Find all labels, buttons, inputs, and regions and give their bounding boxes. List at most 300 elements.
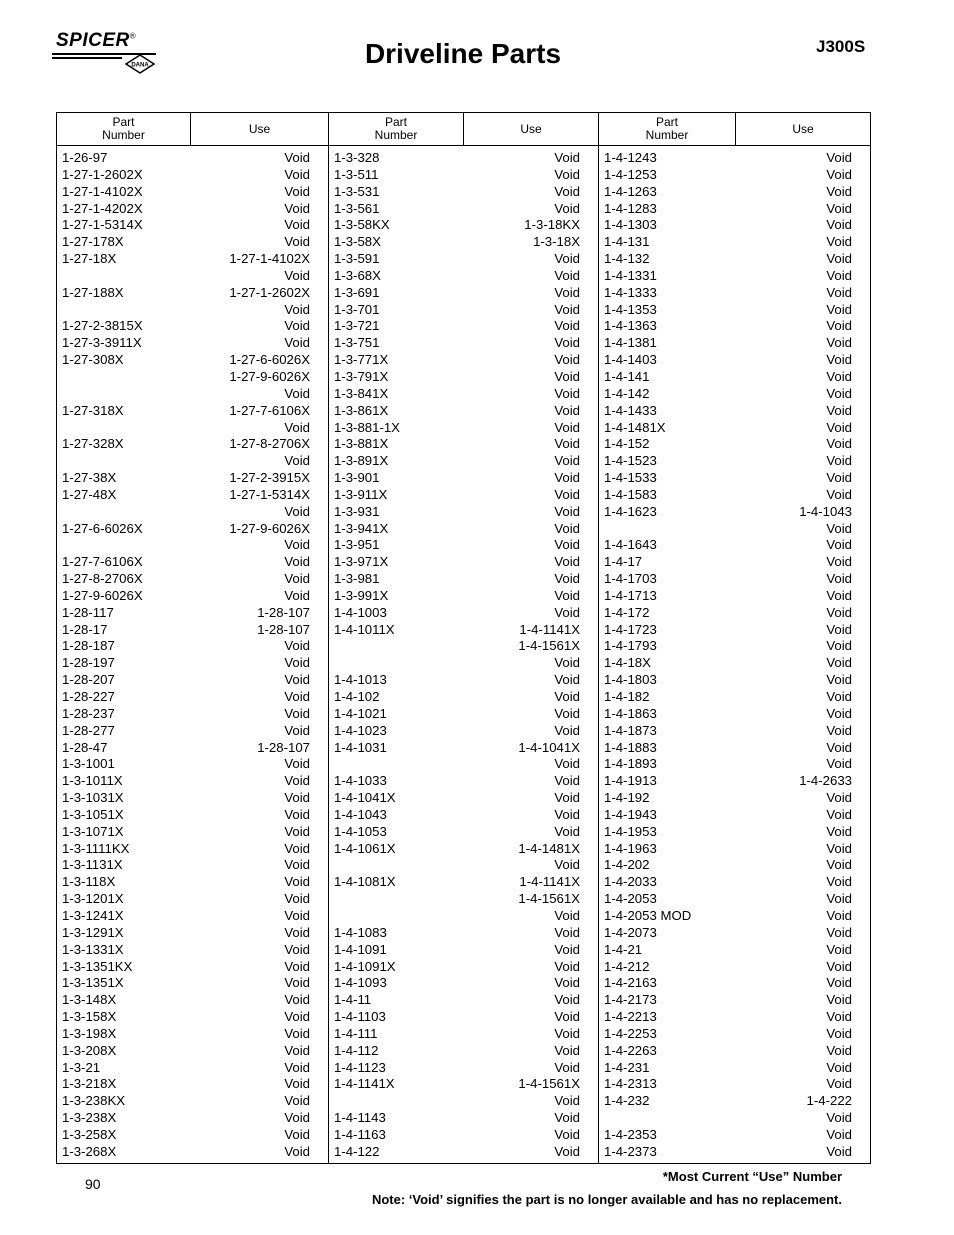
- part-number-cell: 1-28-197: [62, 655, 115, 671]
- table-row: [599, 453, 870, 470]
- part-number-cell: 1-3-701: [334, 301, 380, 317]
- use-cell: Void: [284, 907, 310, 923]
- use-cell: Void: [826, 975, 852, 991]
- use-cell: Void: [554, 672, 580, 688]
- use-cell: 1-4-1561X: [518, 638, 580, 654]
- use-cell: Void: [284, 453, 310, 469]
- part-number-cell: 1-3-691: [334, 284, 380, 300]
- part-number-cell: 1-4-1583: [604, 486, 657, 502]
- use-cell: 1-4-1561X: [518, 1076, 580, 1092]
- part-number-cell: 1-4-1093: [334, 975, 387, 991]
- use-cell: Void: [554, 689, 580, 704]
- use-cell: Void: [284, 587, 310, 603]
- part-number-cell: 1-4-2213: [604, 1009, 657, 1025]
- part-number-cell: 1-3-971X: [334, 554, 389, 570]
- part-number-cell: 1-4-1023: [334, 722, 387, 738]
- page-title: Driveline Parts: [364, 38, 562, 69]
- part-number-cell: [57, 302, 62, 319]
- use-cell: Void: [554, 554, 580, 570]
- table-row: [329, 756, 598, 773]
- part-number-cell: 1-3-328: [334, 150, 380, 165]
- part-number-cell: 1-4-192: [604, 790, 650, 806]
- use-cell: Void: [826, 655, 852, 671]
- part-number-cell: 1-3-118X: [62, 874, 116, 890]
- part-number-cell: 1-4-1403: [604, 352, 657, 368]
- use-cell: Void: [826, 857, 852, 873]
- table-row: [329, 487, 598, 504]
- part-number-cell: 1-4-1081X: [334, 874, 396, 890]
- part-number-cell: 1-3-198X: [62, 1025, 117, 1041]
- part-number-cell: 1-26-97: [62, 150, 108, 165]
- table-row: [57, 369, 328, 386]
- table-row: [599, 369, 870, 386]
- use-cell: 1-28-107: [257, 621, 310, 637]
- use-cell: Void: [284, 790, 310, 806]
- use-cell: Void: [554, 368, 580, 384]
- table-row: [599, 251, 870, 268]
- part-number-cell: 1-3-861X: [334, 402, 389, 418]
- part-number-cell: [329, 655, 334, 672]
- part-number-cell: 1-3-1351KX: [62, 958, 133, 974]
- table-row: [599, 740, 870, 757]
- part-number-cell: 1-27-318X: [62, 402, 124, 418]
- use-cell: 1-4-2633: [799, 773, 852, 789]
- use-cell: Void: [826, 840, 852, 856]
- table-row: [57, 1026, 328, 1043]
- use-cell: Void: [554, 655, 580, 671]
- part-number-cell: 1-3-208X: [62, 1042, 117, 1058]
- table-row: [57, 723, 328, 740]
- use-cell: Void: [554, 941, 580, 957]
- use-cell: 1-4-1141X: [519, 874, 580, 890]
- use-cell: Void: [554, 1009, 580, 1025]
- use-cell: Void: [284, 335, 310, 351]
- table-row: [57, 689, 328, 706]
- table-row: [599, 217, 870, 234]
- use-cell: 1-4-1141X: [519, 621, 580, 637]
- use-cell: Void: [284, 571, 310, 587]
- table-row: [329, 605, 598, 622]
- use-cell: 1-3-18KX: [524, 217, 580, 233]
- use-cell: Void: [554, 1025, 580, 1041]
- part-number-cell: 1-3-1291X: [62, 924, 124, 940]
- part-number-cell: 1-4-1083: [334, 924, 387, 940]
- part-number-cell: 1-4-2163: [604, 975, 657, 991]
- use-cell: Void: [826, 385, 852, 401]
- table-row: [599, 807, 870, 824]
- part-number-cell: 1-4-2313: [604, 1076, 657, 1092]
- table-row: [57, 1144, 328, 1161]
- use-cell: Void: [826, 251, 852, 267]
- part-number-cell: 1-4-1143: [334, 1110, 386, 1126]
- table-row: [57, 403, 328, 420]
- table-row: [329, 908, 598, 925]
- table-row: [599, 605, 870, 622]
- table-row: [329, 150, 598, 167]
- table-row: [329, 857, 598, 874]
- use-cell: Void: [284, 1110, 310, 1126]
- part-number-cell: 1-3-941X: [334, 520, 389, 536]
- table-row: [57, 302, 328, 319]
- table-row: [329, 622, 598, 639]
- parts-column-3: [599, 146, 871, 1164]
- table-row: [57, 386, 328, 403]
- table-row: [57, 436, 328, 453]
- use-cell: Void: [554, 470, 580, 486]
- use-cell: Void: [554, 705, 580, 721]
- use-cell: Void: [826, 200, 852, 216]
- part-number-cell: [57, 268, 62, 285]
- use-cell: Void: [826, 739, 852, 755]
- part-number-cell: 1-27-2-3815X: [62, 318, 143, 334]
- table-row: [329, 571, 598, 588]
- part-number-cell: 1-4-1863: [604, 705, 657, 721]
- part-number-cell: 1-3-158X: [62, 1009, 117, 1025]
- table-row: [57, 1009, 328, 1026]
- table-row: [599, 857, 870, 874]
- part-number-cell: 1-3-1001: [62, 756, 115, 772]
- use-cell: Void: [554, 806, 580, 822]
- part-number-cell: 1-3-951: [334, 537, 380, 553]
- table-row: [57, 453, 328, 470]
- use-cell: Void: [554, 587, 580, 603]
- use-cell: Void: [826, 217, 852, 233]
- part-number-cell: 1-4-21: [604, 941, 643, 957]
- part-number-cell: 1-3-238X: [62, 1110, 117, 1126]
- table-row: [57, 824, 328, 841]
- registered-mark: ®: [129, 31, 137, 41]
- use-cell: 1-28-107: [257, 604, 310, 620]
- part-number-cell: 1-4-1163: [334, 1126, 386, 1142]
- table-row: [57, 268, 328, 285]
- part-number-cell: 1-4-1883: [604, 739, 657, 755]
- table-row: [57, 150, 328, 167]
- table-row: [57, 672, 328, 689]
- table-row: [599, 386, 870, 403]
- table-row: [329, 925, 598, 942]
- table-row: [329, 403, 598, 420]
- use-cell: Void: [554, 958, 580, 974]
- part-number-cell: 1-4-1893: [604, 756, 657, 772]
- part-number-cell: 1-4-232: [604, 1093, 650, 1109]
- use-cell: Void: [554, 604, 580, 620]
- part-number-cell: 1-3-1201X: [62, 891, 124, 907]
- table-row: [329, 302, 598, 319]
- part-number-cell: 1-4-1353: [604, 301, 657, 317]
- part-number-cell: 1-3-21: [62, 1059, 101, 1075]
- use-cell: 1-4-222: [806, 1093, 852, 1109]
- table-row: [329, 352, 598, 369]
- table-row: [57, 571, 328, 588]
- part-number-cell: 1-27-178X: [62, 234, 124, 250]
- part-number-cell: 1-4-1033: [334, 773, 387, 789]
- use-cell: Void: [284, 705, 310, 721]
- table-row: [599, 420, 870, 437]
- brand-name: SPICER: [56, 30, 130, 51]
- table-row: [599, 201, 870, 218]
- use-cell: Void: [826, 689, 852, 704]
- use-cell: Void: [826, 891, 852, 907]
- table-row: [599, 756, 870, 773]
- use-cell: Void: [826, 823, 852, 839]
- table-row: [57, 975, 328, 992]
- table-row: [57, 318, 328, 335]
- use-cell: Void: [826, 520, 852, 536]
- part-number-cell: 1-4-1873: [604, 722, 657, 738]
- part-number-cell: 1-4-1021: [334, 705, 387, 721]
- use-cell: Void: [554, 571, 580, 587]
- part-number-cell: 1-27-8-2706X: [62, 571, 143, 587]
- part-number-cell: 1-27-308X: [62, 352, 124, 368]
- part-number-cell: 1-4-18X: [604, 655, 651, 671]
- part-number-cell: 1-4-122: [334, 1143, 380, 1159]
- use-cell: Void: [284, 385, 310, 401]
- table-row: [57, 554, 328, 571]
- table-row: [57, 790, 328, 807]
- part-number-cell: 1-4-102: [334, 689, 380, 704]
- use-cell: Void: [554, 537, 580, 553]
- part-number-cell: 1-4-1793: [604, 638, 657, 654]
- use-cell: Void: [554, 352, 580, 368]
- use-cell: Void: [554, 790, 580, 806]
- part-number-cell: 1-4-2253: [604, 1025, 657, 1041]
- table-row: [57, 1043, 328, 1060]
- header-use: Use: [464, 113, 599, 146]
- part-number-cell: 1-27-1-4202X: [62, 200, 143, 216]
- use-cell: Void: [554, 251, 580, 267]
- table-row: [599, 504, 870, 521]
- table-row: [599, 1076, 870, 1093]
- part-number-cell: 1-3-1071X: [62, 823, 124, 839]
- table-row: [329, 1026, 598, 1043]
- table-row: [329, 251, 598, 268]
- use-cell: Void: [554, 335, 580, 351]
- use-cell: Void: [284, 318, 310, 334]
- header-use: Use: [191, 113, 329, 146]
- table-row: [599, 874, 870, 891]
- use-cell: Void: [554, 200, 580, 216]
- table-row: [599, 150, 870, 167]
- part-number-cell: 1-27-188X: [62, 284, 124, 300]
- use-cell: 1-27-8-2706X: [229, 436, 310, 452]
- use-cell: Void: [826, 1042, 852, 1058]
- use-cell: Void: [554, 857, 580, 873]
- page-number: 90: [85, 1176, 101, 1192]
- part-number-cell: 1-4-1523: [604, 453, 657, 469]
- table-row: [599, 335, 870, 352]
- table-row: [329, 335, 598, 352]
- use-cell: Void: [826, 318, 852, 334]
- use-cell: Void: [284, 773, 310, 789]
- part-number-cell: 1-3-58X: [334, 234, 381, 250]
- table-row: [57, 925, 328, 942]
- table-row: [599, 588, 870, 605]
- use-cell: Void: [826, 907, 852, 923]
- table-row: [329, 217, 598, 234]
- table-row: [599, 470, 870, 487]
- use-cell: Void: [826, 436, 852, 452]
- part-number-cell: [599, 521, 604, 538]
- part-number-cell: 1-4-212: [604, 958, 650, 974]
- table-row: [329, 689, 598, 706]
- part-number-cell: 1-28-207: [62, 672, 115, 688]
- part-number-cell: 1-27-3-3911X: [62, 335, 142, 351]
- part-number-cell: 1-4-1031: [334, 739, 387, 755]
- table-row: [57, 908, 328, 925]
- use-cell: Void: [554, 907, 580, 923]
- part-number-cell: 1-4-2263: [604, 1042, 657, 1058]
- part-number-cell: 1-3-1351X: [62, 975, 124, 991]
- part-number-cell: 1-4-1963: [604, 840, 657, 856]
- part-number-cell: [329, 638, 334, 655]
- use-cell: Void: [826, 604, 852, 620]
- use-cell: Void: [826, 166, 852, 182]
- use-cell: Void: [284, 1126, 310, 1142]
- table-row: [599, 487, 870, 504]
- table-row: [329, 1043, 598, 1060]
- part-number-cell: 1-4-2053 MOD: [604, 907, 692, 923]
- table-row: [57, 841, 328, 858]
- table-row: [599, 184, 870, 201]
- table-row: [57, 184, 328, 201]
- use-cell: Void: [554, 318, 580, 334]
- use-cell: Void: [284, 267, 310, 283]
- table-row: [329, 959, 598, 976]
- table-row: [599, 942, 870, 959]
- table-row: [329, 420, 598, 437]
- table-row: [329, 184, 598, 201]
- use-cell: 1-4-1043: [799, 503, 852, 519]
- part-number-cell: 1-3-511: [334, 166, 379, 182]
- use-cell: Void: [826, 672, 852, 688]
- use-cell: Void: [826, 150, 852, 165]
- use-cell: Void: [554, 503, 580, 519]
- table-row: [57, 740, 328, 757]
- part-number-cell: 1-3-991X: [334, 587, 389, 603]
- use-cell: Void: [554, 402, 580, 418]
- use-cell: Void: [284, 1025, 310, 1041]
- use-cell: Void: [284, 823, 310, 839]
- use-cell: Void: [826, 537, 852, 553]
- use-cell: 1-27-6-6026X: [229, 352, 310, 368]
- part-number-cell: 1-4-172: [604, 604, 650, 620]
- table-row: [329, 1076, 598, 1093]
- table-row: [329, 891, 598, 908]
- table-row: [329, 874, 598, 891]
- part-number-cell: 1-4-1253: [604, 166, 657, 182]
- table-row: [599, 302, 870, 319]
- use-cell: Void: [554, 284, 580, 300]
- part-number-cell: 1-3-881X: [334, 436, 389, 452]
- part-number-cell: 1-4-1263: [604, 183, 657, 199]
- parts-table: [56, 112, 871, 1164]
- part-number-cell: 1-4-2173: [604, 992, 657, 1008]
- table-row: [599, 352, 870, 369]
- part-number-cell: 1-3-901: [334, 470, 380, 486]
- use-cell: Void: [284, 975, 310, 991]
- table-row: [329, 723, 598, 740]
- use-cell: Void: [826, 352, 852, 368]
- table-row: [329, 453, 598, 470]
- use-cell: Void: [284, 301, 310, 317]
- part-number-cell: 1-4-1481X: [604, 419, 666, 435]
- part-number-cell: 1-4-1643: [604, 537, 657, 553]
- part-number-cell: 1-27-1-4102X: [62, 183, 143, 199]
- use-cell: Void: [826, 234, 852, 250]
- table-row: [599, 959, 870, 976]
- use-cell: Void: [554, 419, 580, 435]
- table-row: [329, 588, 598, 605]
- table-row: [57, 1110, 328, 1127]
- part-number-cell: 1-3-841X: [334, 385, 389, 401]
- part-number-cell: [329, 891, 334, 908]
- table-row: [329, 1093, 598, 1110]
- table-row: [599, 1110, 870, 1127]
- use-cell: Void: [554, 183, 580, 199]
- use-cell: Void: [826, 571, 852, 587]
- table-row: [329, 807, 598, 824]
- table-row: [329, 201, 598, 218]
- table-row: [599, 1009, 870, 1026]
- part-number-cell: 1-3-721: [334, 318, 380, 334]
- use-cell: Void: [554, 267, 580, 283]
- table-row: [57, 234, 328, 251]
- use-cell: Void: [554, 150, 580, 165]
- use-cell: Void: [284, 958, 310, 974]
- use-cell: Void: [826, 1025, 852, 1041]
- part-number-cell: 1-4-1623: [604, 503, 657, 519]
- part-number-cell: 1-4-2073: [604, 924, 657, 940]
- use-cell: 1-27-9-6026X: [229, 368, 310, 384]
- table-row: [57, 201, 328, 218]
- part-number-cell: [57, 369, 62, 386]
- part-number-cell: 1-27-6-6026X: [62, 520, 143, 536]
- table-row: [329, 1110, 598, 1127]
- use-cell: Void: [284, 1009, 310, 1025]
- table-row: [329, 841, 598, 858]
- part-number-cell: 1-4-1243: [604, 150, 657, 165]
- table-row: [599, 234, 870, 251]
- use-cell: 1-4-1041X: [518, 739, 580, 755]
- use-cell: Void: [554, 756, 580, 772]
- table-row: [57, 655, 328, 672]
- table-row: [599, 537, 870, 554]
- part-number-cell: [329, 1093, 334, 1110]
- part-number-cell: 1-3-881-1X: [334, 419, 400, 435]
- use-cell: Void: [284, 1093, 310, 1109]
- part-number-cell: [57, 420, 62, 437]
- part-number-cell: 1-4-1723: [604, 621, 657, 637]
- part-number-cell: 1-3-258X: [62, 1126, 117, 1142]
- table-row: [599, 1093, 870, 1110]
- use-cell: Void: [826, 1110, 852, 1126]
- use-cell: Void: [284, 840, 310, 856]
- part-number-cell: 1-3-1011X: [62, 773, 123, 789]
- part-number-cell: [329, 857, 334, 874]
- part-number-cell: 1-4-1331: [604, 267, 657, 283]
- use-cell: 1-28-107: [257, 739, 310, 755]
- part-number-cell: 1-3-931: [334, 503, 380, 519]
- header-part-number: Part Number: [57, 113, 191, 146]
- model-code: J300S: [816, 37, 866, 56]
- table-row: [599, 773, 870, 790]
- use-cell: 1-3-18X: [533, 234, 580, 250]
- use-cell: Void: [554, 1143, 580, 1159]
- part-number-cell: 1-4-1061X: [334, 840, 396, 856]
- table-row: [599, 824, 870, 841]
- table-row: [599, 638, 870, 655]
- part-number-cell: 1-3-751: [334, 335, 380, 351]
